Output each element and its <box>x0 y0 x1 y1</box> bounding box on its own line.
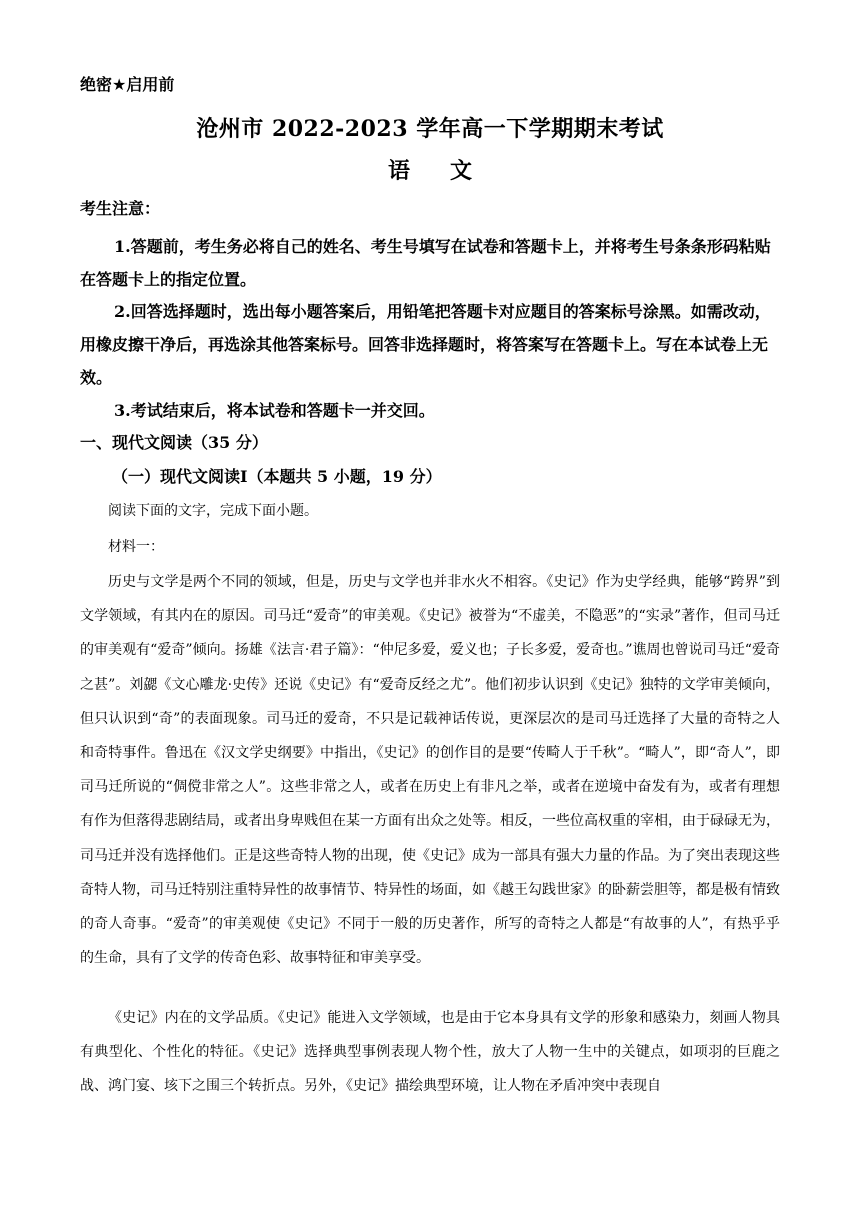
material-paragraph-1: 历史与文学是两个不同的领域，但是，历史与文学也并非水火不相容。《史记》作为史学经典，能够“跨界”到文学领域，有其内在的原因。司马迁“爱奇”的审美观。《史记》被誉为“不虚美，不隐恶”的“实录”著作，但司马迁的审美观有“爱奇”倾向。扬雄《法言·君子篇》：“仲尼多爱，爱义也；子长多爱，爱奇也。”谯周也曾说司马迁“爱奇之甚”。刘勰《文心雕龙·史传》还说《史记》有“爱奇反经之尤”。他们初步认识到《史记》独特的文学审美倾向，但只认识到“奇”的表面现象。司马迁的爱奇，不只是记载神话传说，更深层次的是司马迁选择了大量的奇特之人和奇特事件。鲁迅在《汉文学史纲要》中指出，《史记》的创作目的是要“传畸人于千秋”。“畸人”，即“奇人”，即司马迁所说的“倜傥非常之人”。这些非常之人，或者在历史上有非凡之举，或者在逆境中奋发有为，或者有理想有作为但落得悲剧结局，或者出身卑贱但在某一方面有出众之处等。相反，一些位高权重的宰相，由于碌碌无为，司马迁并没有选择他们。正是这些奇特人物的出现，使《史记》成为一部具有强大力量的作品。为了突出表现这些奇特人物，司马迁特别注重特异性的故事情节、特异性的场面，如《越王勾践世家》的卧薪尝胆等，都是极有情致的奇人奇事。“爱奇”的审美观使《史记》不同于一般的历史著作，所写的奇特之人都是“有故事的人”，有热乎乎的生命，具有了文学的传奇色彩、故事特征和审美享受。 <box>80 574 780 967</box>
material-paragraph-2: 《史记》内在的文学品质。《史记》能进入文学领域，也是由于它本身具有文学的形象和感染力，刻画人物具有典型化、个性化的特征。《史记》选择典型事例表现人物个性，放大了人物一生中的关键点，如项羽的巨鹿之战、鸿门宴、垓下之围三个转折点。另外，《史记》描绘典型环境，让人物在矛盾冲突中表现自 <box>80 1010 780 1095</box>
notice-item-2: 2.回答选择题时，选出每小题答案后，用铅笔把答题卡对应题目的答案标号涂黑。如需改动，用橡皮擦干净后，再选涂其他答案标号。回答非选择题时，将答案写在答题卡上。写在本试卷上无效。 <box>80 302 771 387</box>
notice-item-1: 1.答题前，考生务必将自己的姓名、考生号填写在试卷和答题卡上，并将考生号条条形码粘贴在答题卡上的指定位置。 <box>80 237 771 289</box>
notice-heading: 考生注意： <box>80 199 161 218</box>
notice-item-3: 3.考试结束后，将本试卷和答题卡一并交回。 <box>114 401 435 420</box>
part-title: 一、现代文阅读（35 分） <box>80 433 268 452</box>
confidential-label: 绝密★启用前 <box>80 75 175 94</box>
exam-title: 沧州市 2022-2023 学年高一下学期期末考试 <box>196 116 664 142</box>
material-label: 材料一： <box>108 539 164 555</box>
subject-title: 语文 <box>387 158 512 184</box>
reading-instruction: 阅读下面的文字，完成下面小题。 <box>108 503 318 519</box>
sub-section-title: （一）现代文阅读Ⅰ（本题共 5 小题，19 分） <box>112 467 442 486</box>
